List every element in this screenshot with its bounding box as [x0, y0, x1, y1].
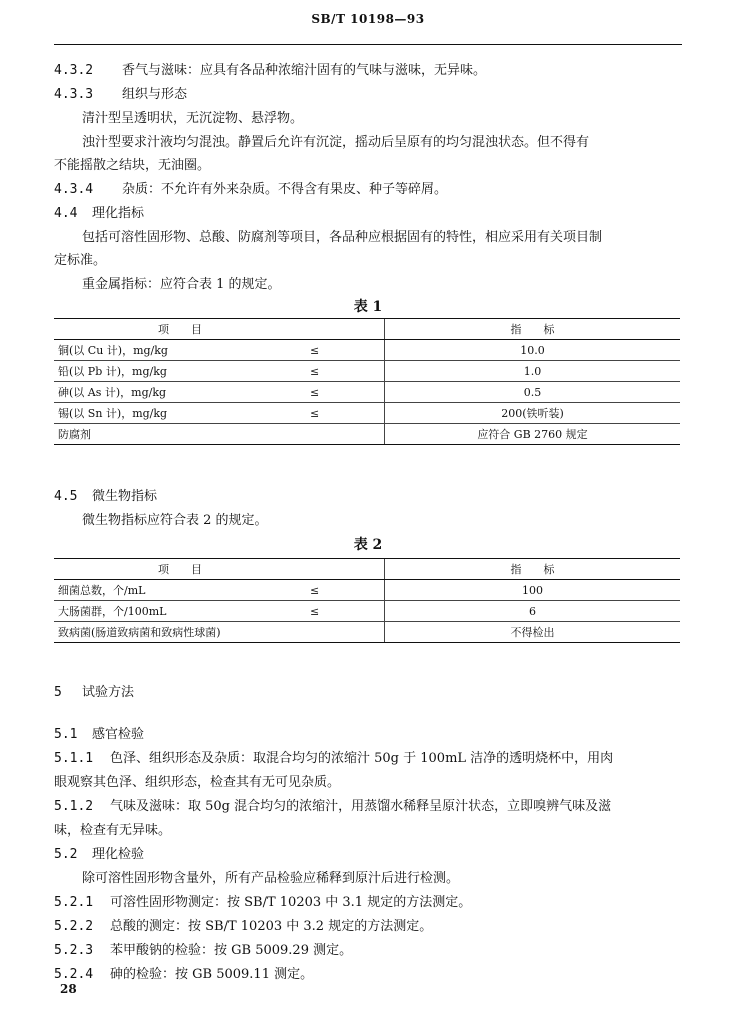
row-op: ≤ — [306, 580, 385, 601]
table-header-row — [54, 319, 680, 340]
header-op — [306, 559, 385, 580]
row-item: 防腐剂 — [54, 424, 306, 445]
paragraph-5-1-2: 5.1.2 气味及滋味：取 50g 混合均匀的浓缩汁，用蒸馏水稀释呈原汁状态，立即嗅辨气味及滋 — [54, 799, 612, 814]
header-rule — [54, 44, 682, 45]
row-op: ≤ — [306, 382, 385, 403]
paragraph-5-2-3: 5.2.3 苯甲酸钠的检验：按 GB 5009.29 测定。 — [54, 943, 353, 958]
table-row — [54, 622, 680, 643]
header-op — [306, 319, 385, 340]
paragraph-5-2: 5.2 理化检验 — [54, 847, 145, 862]
paragraph-micro: 微生物指标应符合表 2 的规定。 — [82, 513, 268, 528]
paragraph-cloudy-juice: 浊汁型要求汁液均匀混浊。静置后允许有沉淀，摇动后呈原有的均匀混浊状态。但不得有 — [82, 135, 590, 150]
row-value: 1.0 — [385, 361, 681, 382]
paragraph-cloudy-juice-cont: 不能摇散之结块，无油圈。 — [54, 158, 211, 173]
table-header-row — [54, 559, 680, 580]
row-op: ≤ — [306, 403, 385, 424]
row-op: ≤ — [306, 601, 385, 622]
table-row — [54, 424, 680, 445]
row-value: 应符合 GB 2760 规定 — [385, 424, 681, 445]
row-item: 致病菌(肠道致病菌和致病性球菌) — [54, 622, 306, 643]
header-item: 项 目 — [54, 559, 306, 580]
row-op: ≤ — [306, 340, 385, 361]
row-item: 细菌总数，个/mL — [54, 580, 306, 601]
row-item: 砷(以 As 计)，mg/kg — [54, 382, 306, 403]
row-value: 不得检出 — [385, 622, 681, 643]
table2-caption: 表 2 — [353, 537, 383, 553]
paragraph-4-3-2: 4.3.2 香气与滋味：应具有各品种浓缩汁固有的气味与滋味，无异味。 — [54, 63, 487, 78]
page-number: 28 — [60, 982, 77, 996]
row-value: 100 — [385, 580, 681, 601]
paragraph-4-3-4: 4.3.4 杂质：不允许有外来杂质。不得含有果皮、种子等碎屑。 — [54, 182, 448, 197]
paragraph-physchem: 包括可溶性固形物、总酸、防腐剂等项目，各品种应根据固有的特性，相应采用有关项目制 — [82, 230, 603, 245]
paragraph-5-2-1: 5.2.1 可溶性固形物测定：按 SB/T 10203 中 3.1 规定的方法测定。 — [54, 895, 472, 910]
header-item: 项 目 — [54, 319, 306, 340]
paragraph-4-4: 4.4 理化指标 — [54, 206, 145, 221]
paragraph-5-2-4: 5.2.4 砷的检验：按 GB 5009.11 测定。 — [54, 967, 314, 982]
table2 — [54, 558, 680, 643]
row-value: 200(铁听装) — [385, 403, 681, 424]
row-item: 铅(以 Pb 计)，mg/kg — [54, 361, 306, 382]
table1 — [54, 318, 680, 445]
paragraph-5-1-2-cont: 味，检查有无异味。 — [54, 823, 172, 838]
row-item: 铜(以 Cu 计)，mg/kg — [54, 340, 306, 361]
row-item: 锡(以 Sn 计)，mg/kg — [54, 403, 306, 424]
paragraph-4-5: 4.5 微生物指标 — [54, 489, 158, 504]
row-value: 6 — [385, 601, 681, 622]
header-value: 指 标 — [385, 319, 681, 340]
row-value: 0.5 — [385, 382, 681, 403]
table-row — [54, 382, 680, 403]
paragraph-5-2-intro: 除可溶性固形物含量外，所有产品检验应稀释到原汁后进行检测。 — [82, 871, 460, 886]
header-value: 指 标 — [385, 559, 681, 580]
paragraph-physchem-cont: 定标准。 — [54, 253, 107, 268]
row-op — [306, 424, 385, 445]
paragraph-5-1-1: 5.1.1 色泽、组织形态及杂质：取混合均匀的浓缩汁 50g 于 100mL 洁净的透明烧杯中，用肉 — [54, 751, 614, 766]
paragraph-5-1: 5.1 感官检验 — [54, 727, 145, 742]
paragraph-heavy-metal: 重金属指标：应符合表 1 的规定。 — [82, 277, 281, 292]
row-op — [306, 622, 385, 643]
table-row — [54, 361, 680, 382]
table-row — [54, 601, 680, 622]
document-header: SB/T 10198—93 — [311, 12, 425, 26]
table-row — [54, 403, 680, 424]
paragraph-clear-juice: 清汁型呈透明状，无沉淀物、悬浮物。 — [82, 111, 304, 126]
row-item: 大肠菌群，个/100mL — [54, 601, 306, 622]
paragraph-5-1-1-cont: 眼观察其色泽、组织形态，检查其有无可见杂质。 — [54, 775, 341, 790]
table1-caption: 表 1 — [353, 299, 383, 315]
table-row — [54, 340, 680, 361]
paragraph-4-3-3: 4.3.3 组织与形态 — [54, 87, 188, 102]
table-row — [54, 580, 680, 601]
paragraph-5-2-2: 5.2.2 总酸的测定：按 SB/T 10203 中 3.2 规定的方法测定。 — [54, 919, 433, 934]
section-5-title: 5 试验方法 — [54, 685, 135, 700]
row-op: ≤ — [306, 361, 385, 382]
row-value: 10.0 — [385, 340, 681, 361]
